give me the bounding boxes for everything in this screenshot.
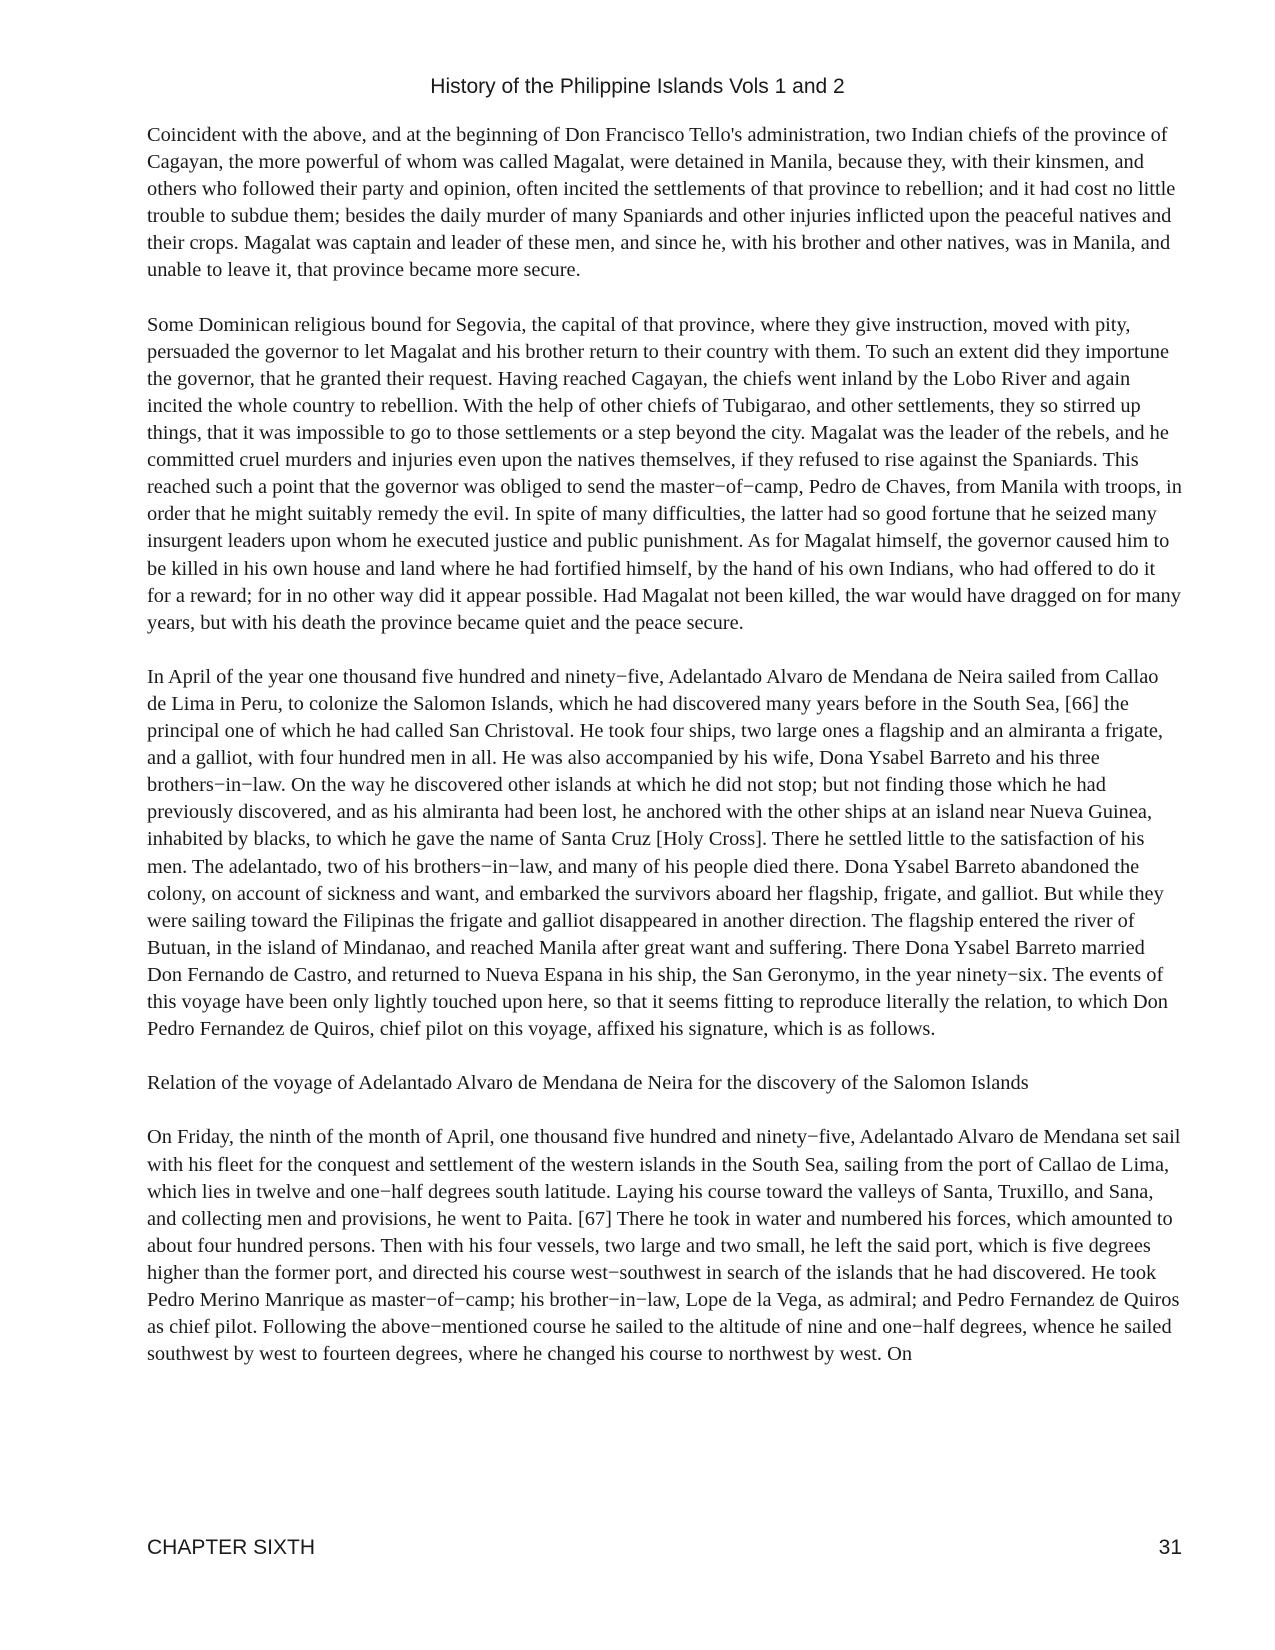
paragraph-magalat-detained: Coincident with the above, and at the beginning of Don Francisco Tello's administration, two Indian chiefs of the province of Cagayan, the more powerful of whom was called Magalat, were detained in Manila, because they, with their kinsmen, and others who followed their party and opinion, often incited the settlements of that province to rebellion; and it had cost no little trouble to subdue them; besides the daily murder of many Spaniards and other injuries inflicted upon the peaceful natives and their crops. Magalat was captain and leader of these men, and since he, with his brother and other natives, was in Manila, and unable to leave it, that province became more secure. <box>147 124 1176 282</box>
paragraph-magalat-rebellion: Some Dominican religious bound for Segovia, the capital of that province, where they give instruction, moved with pity, persuaded the governor to let Magalat and his brother return to their country with them. To such an extent did they importune the governor, that he granted their request. Having reached Cagayan, the chiefs went inland by the Lobo River and again incited the whole country to rebellion. With the help of other chiefs of Tubigarao, and other settlements, they so stirred up things, that it was impossible to go to those settlements or a step beyond the city. Magalat was the leader of the rebels, and he committed cruel murders and injuries even upon the natives themselves, if they refused to rise against the Spaniards. This reached such a point that the governor was obliged to send the master−of−camp, Pedro de Chaves, from Manila with troops, in order that he might suitably remedy the evil. In spite of many difficulties, the latter had so good fortune that he seized many insurgent leaders upon whom he executed justice and public punishment. As for Magalat himself, the governor caused him to be killed in his own house and land where he had fortified himself, by the hand of his own Indians, who had offered to do it for a reward; for in no other way did it appear possible. Had Magalat not been killed, the war would have dragged on for many years, but with his death the province became quiet and the peace secure. <box>147 313 1182 634</box>
paragraph-relation-heading: Relation of the voyage of Adelantado Alvaro de Mendana de Neira for the discovery of the Salomon Islands <box>147 1072 1029 1095</box>
page-number: 31 <box>1158 1536 1182 1559</box>
running-footer <box>147 1535 1182 1561</box>
paragraph-voyage-departure: On Friday, the ninth of the month of April, one thousand five hundred and ninety−five, Adelantado Alvaro de Mendana set sail with his fleet for the conquest and settlement of the western islands in the South Sea, sailing from the port of Callao de Lima, which lies in twelve and one−half degrees south latitude. Laying his course toward the valleys of Santa, Truxillo, and Sana, and collecting men and provisions, he went to Paita. [67] There he took in water and numbered his forces, which amounted to about four hundred persons. Then with his four vessels, two large and two small, he left the said port, which is five degrees higher than the former port, and directed his course west−southwest in search of the islands that he had discovered. He took Pedro Merino Manrique as master−of−camp; his brother−in−law, Lope de la Vega, as admiral; and Pedro Fernandez de Quiros as chief pilot. Following the above−mentioned course he sailed to the altitude of nine and one−half degrees, whence he sailed southwest by west to fourteen degrees, where he changed his course to northwest by west. On <box>147 1126 1181 1366</box>
paragraph-mendana-voyage: In April of the year one thousand five hundred and ninety−five, Adelantado Alvaro de Mendana de Neira sailed from Callao de Lima in Peru, to colonize the Salomon Islands, which he had discovered many years before in the South Sea, [66] the principal one of which he had called San Christoval. He took four ships, two large ones a flagship and an almiranta a frigate, and a galliot, with four hundred men in all. He was also accompanied by his wife, Dona Ysabel Barreto and his three brothers−in−law. On the way he discovered other islands at which he did not stop; but not finding those which he had previously discovered, and as his almiranta had been lost, he anchored with the other ships at an island near Nueva Guinea, inhabited by blacks, to which he gave the name of Santa Cruz [Holy Cross]. There he settled little to the satisfaction of his men. The adelantado, two of his brothers−in−law, and many of his people died there. Dona Ysabel Barreto abandoned the colony, on account of sickness and want, and embarked the survivors aboard her flagship, frigate, and galliot. But while they were sailing toward the Filipinas the frigate and galliot disappeared in another direction. The flagship entered the river of Butuan, in the island of Mindanao, and reached Manila after great want and suffering. There Dona Ysabel Barreto married Don Fernando de Castro, and returned to Nueva Espana in his ship, the San Geronymo, in the year ninety−six. The events of this voyage have been only lightly touched upon here, so that it seems fitting to reproduce literally the relation, to which Don Pedro Fernandez de Quiros, chief pilot on this voyage, affixed his signature, which is as follows. <box>147 665 1168 1041</box>
body-text <box>147 122 1182 1368</box>
footer-chapter-label: CHAPTER SIXTH <box>147 1536 316 1559</box>
running-header-title: History of the Philippine Islands Vols 1 and 2 <box>430 75 845 98</box>
